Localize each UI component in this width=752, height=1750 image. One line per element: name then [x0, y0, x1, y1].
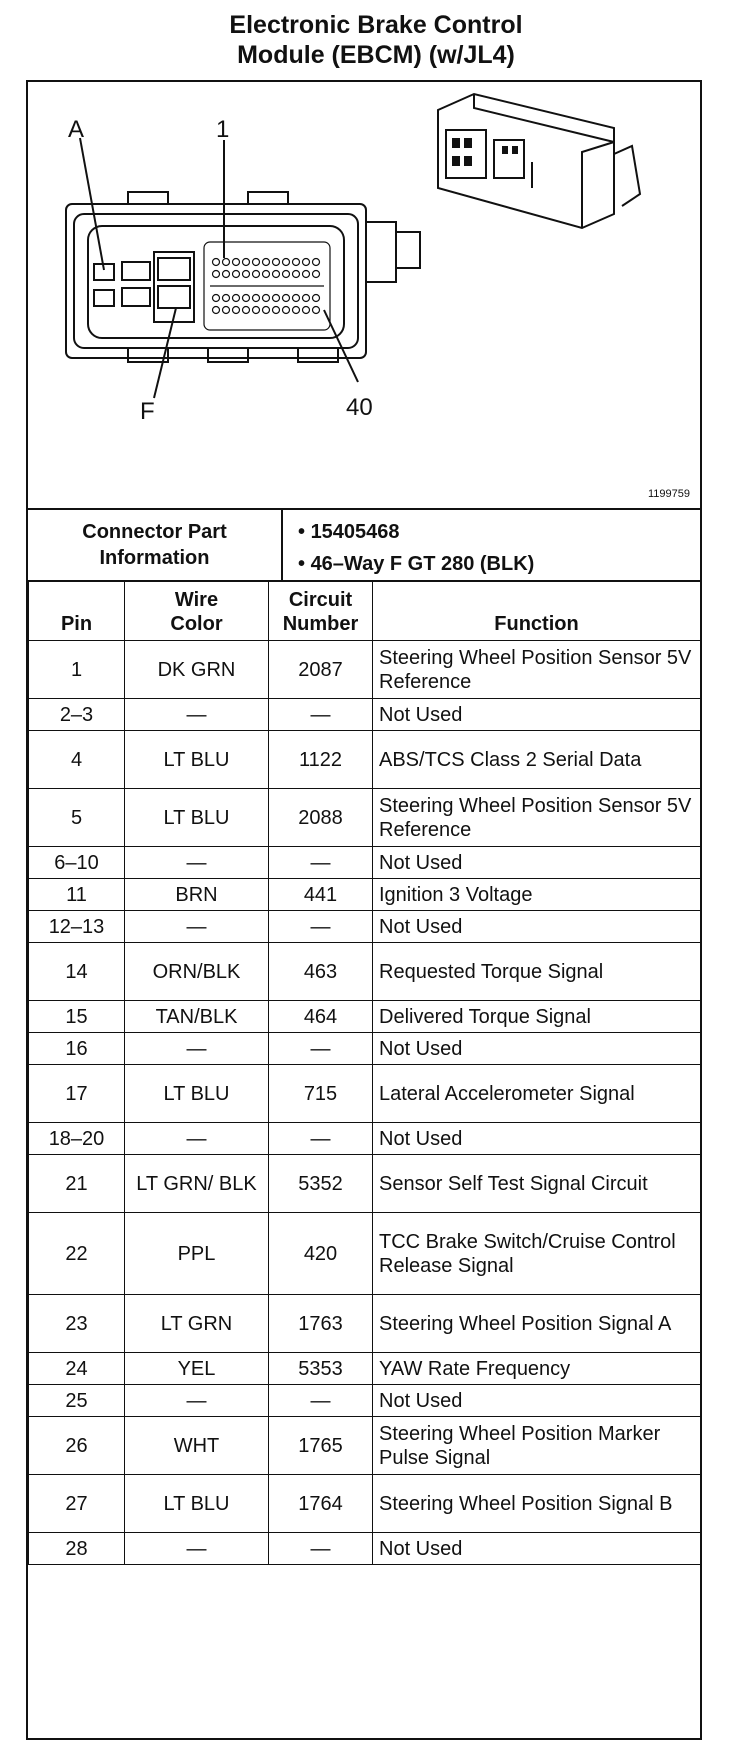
table-cell: WHT	[125, 1417, 269, 1475]
table-cell: —	[125, 699, 269, 731]
table-row	[29, 1213, 701, 1295]
connector-info-item: • 15405468	[298, 521, 400, 543]
connector-drawing	[28, 82, 700, 508]
table-row	[29, 1533, 701, 1565]
table-cell: LT BLU	[125, 1475, 269, 1533]
table-cell: —	[125, 911, 269, 943]
table-cell: —	[125, 847, 269, 879]
table-row	[29, 911, 701, 943]
table-cell: —	[269, 847, 373, 879]
circuit-number-header	[269, 581, 373, 641]
pin-1-label: 1	[216, 116, 230, 143]
cavity-a-label: A	[68, 116, 85, 143]
table-cell: TCC Brake Switch/Cruise Control Release Signal	[373, 1213, 701, 1295]
cavity-f-label: F	[140, 398, 155, 425]
table-cell: 27	[29, 1475, 125, 1533]
table-cell: —	[269, 1123, 373, 1155]
table-row	[29, 1417, 701, 1475]
pin-grid	[204, 242, 330, 330]
table-cell: Steering Wheel Position Sensor 5V Reference	[373, 789, 701, 847]
pinout-table	[28, 580, 701, 1565]
table-cell: 1763	[269, 1295, 373, 1353]
connector-info-values	[298, 516, 534, 580]
table-cell: 16	[29, 1033, 125, 1065]
table-cell: —	[269, 699, 373, 731]
table-cell: 464	[269, 1001, 373, 1033]
connector-info-item: • 46–Way F GT 280 (BLK)	[298, 553, 535, 575]
table-cell: Steering Wheel Position Signal B	[373, 1475, 701, 1533]
table-cell: 5353	[269, 1353, 373, 1385]
table-cell: LT BLU	[125, 789, 269, 847]
table-row	[29, 1155, 701, 1213]
header-text: Pin	[60, 613, 93, 635]
table-row	[29, 1001, 701, 1033]
table-cell: DK GRN	[125, 641, 269, 699]
table-cell: —	[269, 1385, 373, 1417]
table-cell: 12–13	[29, 911, 125, 943]
table-cell: Steering Wheel Position Marker Pulse Signal	[373, 1417, 701, 1475]
table-row	[29, 699, 701, 731]
page-title	[0, 10, 752, 70]
table-cell: 463	[269, 943, 373, 1001]
connector-part-information	[28, 508, 700, 582]
table-cell: 5352	[269, 1155, 373, 1213]
table-cell: —	[125, 1123, 269, 1155]
table-cell: 18–20	[29, 1123, 125, 1155]
table-row	[29, 731, 701, 789]
table-row	[29, 1475, 701, 1533]
title-line-2: Module (EBCM) (w/JL4)	[237, 41, 515, 69]
table-cell: —	[125, 1033, 269, 1065]
header-text: Color	[170, 613, 223, 635]
table-cell: 24	[29, 1353, 125, 1385]
table-cell: 23	[29, 1295, 125, 1353]
table-cell: YEL	[125, 1353, 269, 1385]
table-cell: 22	[29, 1213, 125, 1295]
table-cell: —	[125, 1385, 269, 1417]
table-cell: 26	[29, 1417, 125, 1475]
title-line-1: Electronic Brake Control	[229, 11, 523, 39]
table-cell: 5	[29, 789, 125, 847]
large-cavities	[94, 252, 194, 322]
table-row	[29, 847, 701, 879]
table-cell: ABS/TCS Class 2 Serial Data	[373, 731, 701, 789]
connector-face	[66, 192, 420, 362]
table-row	[29, 1065, 701, 1123]
pin-header	[29, 581, 125, 641]
table-cell: 2088	[269, 789, 373, 847]
table-cell: 2–3	[29, 699, 125, 731]
pinout-rows	[29, 641, 701, 1565]
function-header	[373, 581, 701, 641]
table-cell: 17	[29, 1065, 125, 1123]
table-cell: 15	[29, 1001, 125, 1033]
table-cell: Not Used	[373, 699, 701, 731]
table-row	[29, 1123, 701, 1155]
table-row	[29, 879, 701, 911]
table-row	[29, 1353, 701, 1385]
table-cell: PPL	[125, 1213, 269, 1295]
header-text: Function	[494, 613, 579, 635]
part-number: 15405468	[310, 521, 400, 543]
table-cell: 1765	[269, 1417, 373, 1475]
table-row	[29, 1385, 701, 1417]
connector-description: 46–Way F GT 280 (BLK)	[310, 553, 535, 575]
table-cell: 21	[29, 1155, 125, 1213]
table-cell: LT BLU	[125, 1065, 269, 1123]
pin-40-label: 40	[346, 394, 373, 421]
wire-color-header	[125, 581, 269, 641]
table-cell: —	[269, 1033, 373, 1065]
table-cell: 6–10	[29, 847, 125, 879]
table-cell: Not Used	[373, 1533, 701, 1565]
figure-number: 1199759	[647, 488, 690, 500]
table-cell: Not Used	[373, 1385, 701, 1417]
table-cell: ORN/BLK	[125, 943, 269, 1001]
table-cell: Requested Torque Signal	[373, 943, 701, 1001]
table-cell: 441	[269, 879, 373, 911]
table-cell: LT BLU	[125, 731, 269, 789]
table-cell: Steering Wheel Position Signal A	[373, 1295, 701, 1353]
table-cell: YAW Rate Frequency	[373, 1353, 701, 1385]
table-cell: Not Used	[373, 1033, 701, 1065]
table-cell: —	[269, 1533, 373, 1565]
table-row	[29, 789, 701, 847]
table-cell: Steering Wheel Position Sensor 5V Reference	[373, 641, 701, 699]
table-cell: BRN	[125, 879, 269, 911]
header-text: Number	[282, 613, 359, 635]
table-cell: 1	[29, 641, 125, 699]
table-row	[29, 1295, 701, 1353]
table-cell: 715	[269, 1065, 373, 1123]
table-cell: 1764	[269, 1475, 373, 1533]
table-cell: LT GRN	[125, 1295, 269, 1353]
header-text: Wire	[174, 589, 219, 611]
connector-info-label-line-1: Connector Part	[82, 521, 227, 543]
table-cell: Not Used	[373, 847, 701, 879]
connector-info-label-line-2: Information	[99, 547, 210, 569]
table-cell: Delivered Torque Signal	[373, 1001, 701, 1033]
table-cell: 2087	[269, 641, 373, 699]
table-cell: —	[125, 1533, 269, 1565]
table-cell: 4	[29, 731, 125, 789]
table-cell: 28	[29, 1533, 125, 1565]
table-cell: 11	[29, 879, 125, 911]
connector-table-frame	[26, 80, 702, 1740]
table-cell: Lateral Accelerometer Signal	[373, 1065, 701, 1123]
table-cell: 14	[29, 943, 125, 1001]
table-cell: Sensor Self Test Signal Circuit	[373, 1155, 701, 1213]
table-cell: 25	[29, 1385, 125, 1417]
table-cell: 420	[269, 1213, 373, 1295]
table-row	[29, 641, 701, 699]
table-cell: —	[269, 911, 373, 943]
table-cell: LT GRN/ BLK	[125, 1155, 269, 1213]
table-cell: 1122	[269, 731, 373, 789]
table-cell: Not Used	[373, 911, 701, 943]
header-text: Circuit	[288, 589, 353, 611]
table-cell: Ignition 3 Voltage	[373, 879, 701, 911]
table-cell: Not Used	[373, 1123, 701, 1155]
table-row	[29, 1033, 701, 1065]
connector-info-label	[28, 510, 283, 580]
table-row	[29, 943, 701, 1001]
table-cell: TAN/BLK	[125, 1001, 269, 1033]
connector-illustration	[28, 82, 700, 508]
